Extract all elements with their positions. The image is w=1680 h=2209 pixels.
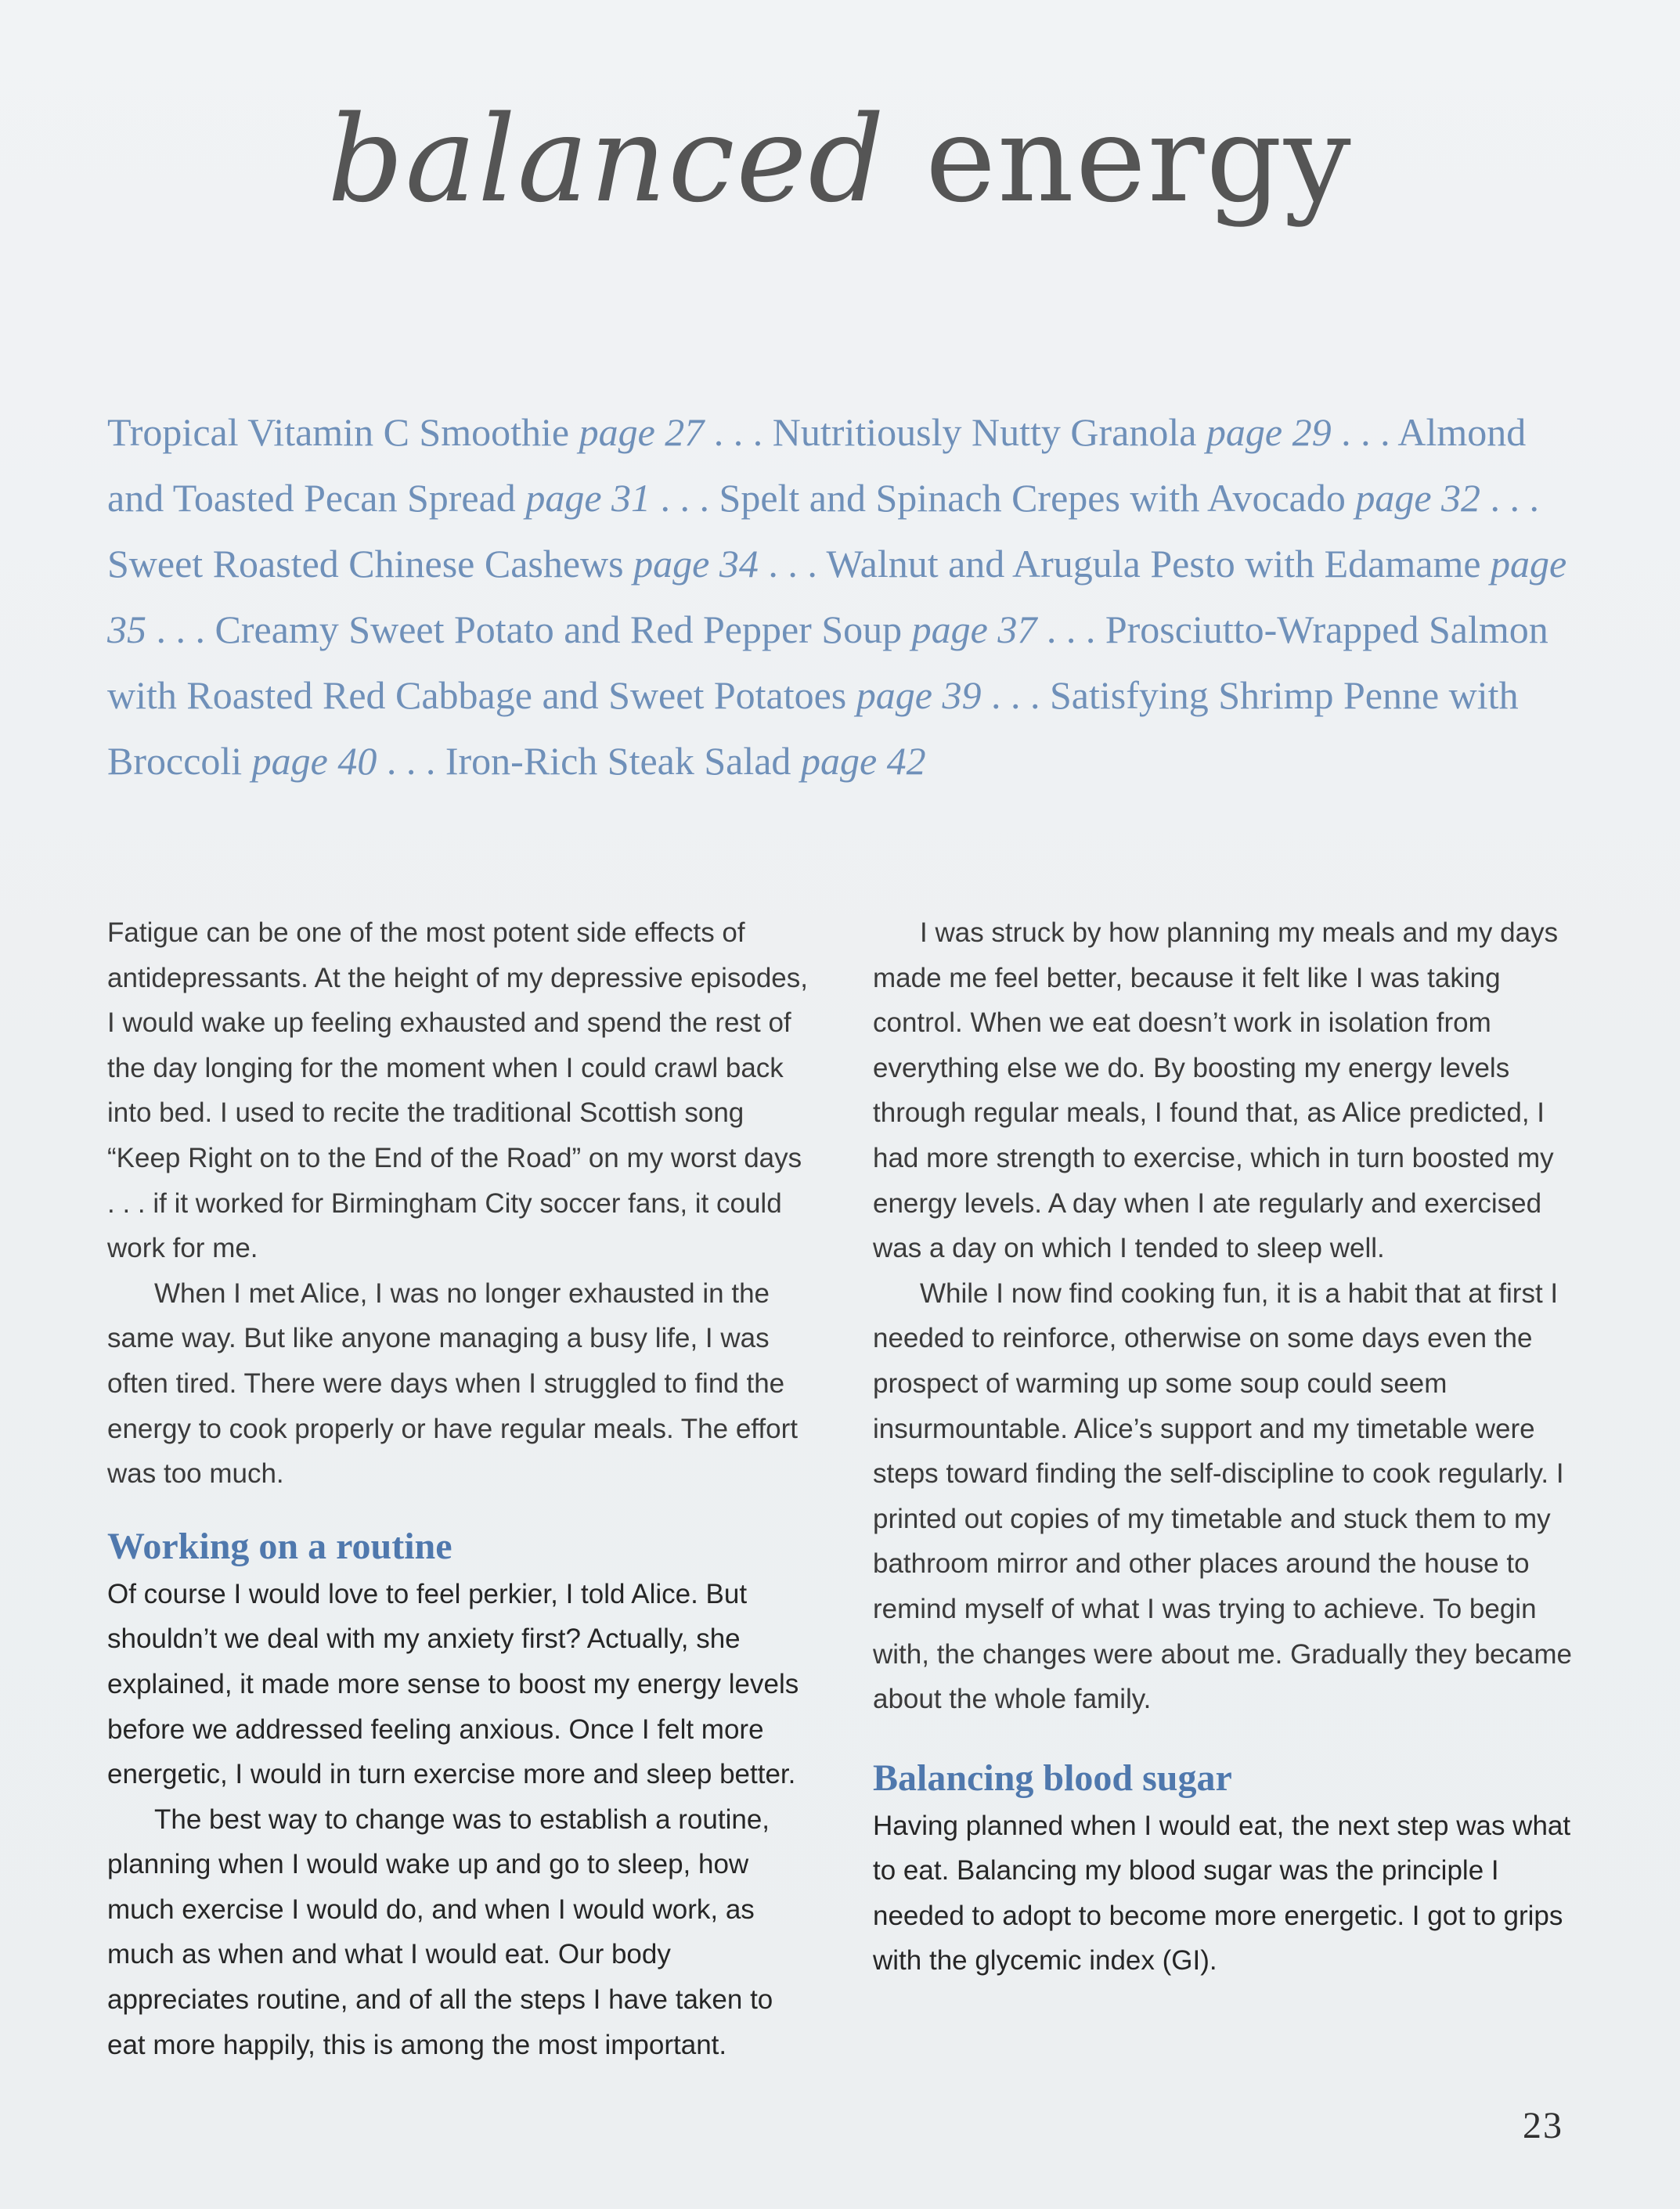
recipe-item: Tropical Vitamin C Smoothie page 27 — [107, 410, 705, 454]
recipe-item: Sweet Roasted Chinese Cashews page 34 — [107, 542, 759, 586]
recipe-item: Walnut and Arugula Pesto with Edamame page 35 — [107, 542, 1567, 651]
page-title — [0, 90, 1680, 229]
section-heading-routine: Working on a routine — [107, 1525, 452, 1567]
body-paragraph: When I met Alice, I was no longer exhausted in the same way. But like anyone managing a busy life, I was often tired. There were days when I struggled to find the energy to cook properly or have regular meals. The effort was too much. — [107, 1277, 798, 1490]
recipe-item: Iron-Rich Steak Salad page 42 — [445, 739, 926, 783]
title-regular: energy — [925, 90, 1353, 229]
left-column — [107, 910, 808, 2067]
title-italic: balanced — [327, 90, 886, 229]
recipe-item: Spelt and Spinach Crepes with Avocado page 32 — [719, 476, 1481, 520]
body-paragraph: Fatigue can be one of the most potent side effects of antidepressants. At the height of my depressive episodes, I would wake up feeling exhausted and spend the rest of the day longing for the moment when I could crawl back into bed. I used to recite the traditional Scottish song “Keep Right on to the End of the Road” on my worst days . . . if it worked for Birmingham City soccer fans, it could work for me. — [107, 917, 808, 1264]
recipe-item: Creamy Sweet Potato and Red Pepper Soup page 37 — [215, 607, 1037, 651]
body-paragraph: While I now find cooking fun, it is a habit that at first I needed to reinforce, otherwise on some days even the prospect of warming up some soup could seem insurmountable. Alice’s support and my timetable were steps toward finding the self-discipline to cook regularly. I printed out copies of my timetable and stuck them to my bathroom mirror and other places around the house to remind myself of what I was trying to achieve. To begin with, the changes were about me. Gradually they became about the whole family. — [873, 1277, 1572, 1715]
recipe-list: Tropical Vitamin C Smoothie page 27 . . . Nutritiously Nutty Granola page 29 . . . Almond and Toasted Pecan Spread page 31 . . . Spelt and Spinach Crepes with Avocado page 32 . . . Sweet Roasted Chinese Cashews page 34 . . . Walnut and Arugula Pesto with Edamame page 35 . . . Creamy Sweet Potato and Red Pepper Soup page 37 . . . Prosciutto-Wrapped Salmon with Roasted Red Cabbage and Sweet Potatoes page 39 . . . Satisfying Shrimp Penne with Broccoli page 40 . . . Iron-Rich Steak Salad page 42 — [107, 410, 1567, 783]
right-column — [873, 910, 1577, 1984]
body-paragraph: Of course I would love to feel perkier, I told Alice. But shouldn’t we deal with my anxiety first? Actually, she explained, it made more sense to boost my energy levels before we addressed feeling anxious. Once I felt more energetic, I would in turn exercise more and sleep better. — [107, 1578, 799, 1790]
section-heading-blood-sugar: Balancing blood sugar — [873, 1757, 1232, 1799]
body-paragraph: I was struck by how planning my meals and my days made me feel better, because it felt like I was taking control. When we eat doesn’t work in isolation from everything else we do. By boosting my energy levels through regular meals, I found that, as Alice predicted, I had more strength to exercise, which in turn boosted my energy levels. A day when I ate regularly and exercised was a day on which I tended to sleep well. — [873, 917, 1559, 1264]
body-paragraph: The best way to change was to establish a routine, planning when I would wake up and go to sleep, how much exercise I would do, and when I would work, as much as when and what I would eat. Our body appreciates routine, and of all the steps I have taken to eat more happily, this is among the most important. — [107, 1804, 773, 2060]
recipe-item: Prosciutto-Wrapped Salmon with Roasted Red Cabbage and Sweet Potatoes page 39 — [107, 607, 1548, 717]
body-paragraph: Having planned when I would eat, the next step was what to eat. Balancing my blood sugar was the principle I needed to adopt to become more energetic. I got to grips with the glycemic index (GI). — [873, 1810, 1571, 1977]
recipe-item: Almond and Toasted Pecan Spread page 31 — [107, 410, 1527, 520]
page-number: 23 — [1523, 2105, 1563, 2146]
recipe-item: Satisfying Shrimp Penne with Broccoli page 40 — [107, 673, 1519, 783]
recipe-item: Nutritiously Nutty Granola page 29 — [772, 410, 1332, 454]
